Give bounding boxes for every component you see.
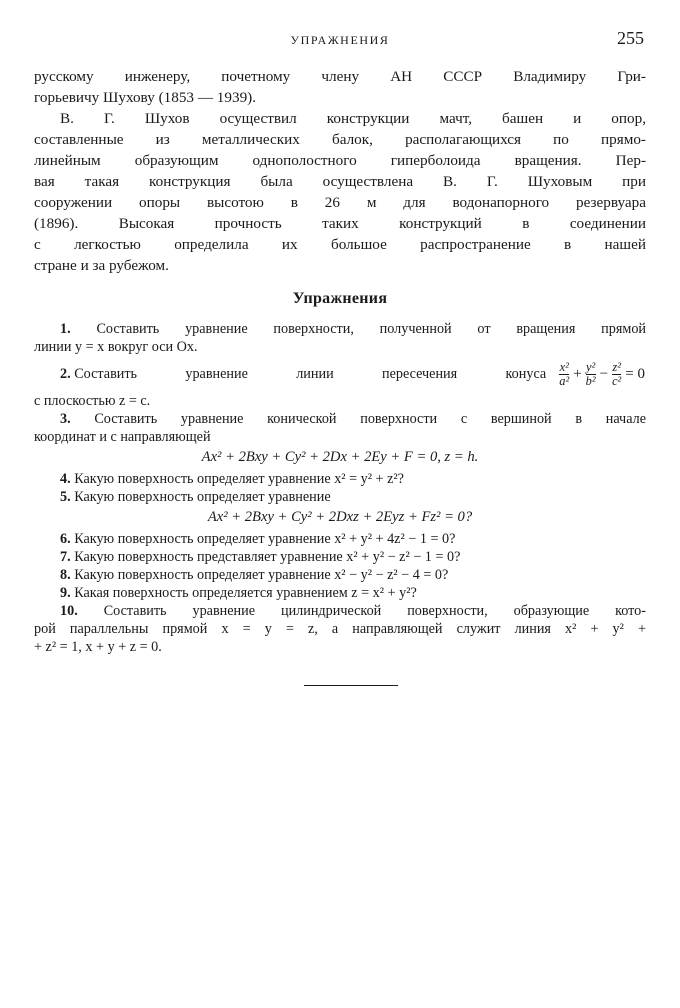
exercise-text: Какую поверхность определяет уравнение x² − y² − z² − 4 = 0? [74,567,449,583]
exercise-number: 2. [60,365,71,382]
exercise-number: 8. [60,567,71,583]
exercise-line: координат и с направляющей [34,429,211,445]
exercise-text: Составить уравнение конической поверхности с вершиной в начале [94,411,646,427]
exercise-5 [34,488,646,530]
exercise-text: Составить уравнение цилиндрической поверхности, образующие кото- [103,603,646,619]
text-line: (1896). Высокая прочность таких конструкций в соединении [34,215,646,232]
numerator: y² [586,359,596,374]
fraction [586,361,596,388]
word: Составить [74,365,138,382]
exercise-number: 1. [60,321,71,337]
display-equation: Ax² + 2Bxy + Cy² + 2Dxz + 2Eyz + Fz² = 0? [207,509,473,525]
running-title: УПРАЖНЕНИЯ [290,33,390,47]
exercise-1 [34,320,646,356]
exercise-text: Какую поверхность определяет уравнение [74,489,331,505]
equals-zero: = 0 [625,365,645,382]
exercise-number: 3. [60,411,71,427]
paragraph-continuation [34,66,646,108]
exercise-line: линии y = x вокруг оси Ox. [34,339,198,355]
exercise-line [34,356,646,392]
display-equation: Ax² + 2Bxy + Cy² + 2Dx + 2Ey + F = 0, z = h. [201,449,479,465]
exercise-4 [34,470,646,488]
denominator: b² [585,373,596,388]
text-line: стране и за рубежом. [34,257,169,274]
exercise-line [34,470,646,488]
exercise-line: рой параллельны прямой x = y = z, а направляющей служит линия x² + y² + [34,621,646,637]
exercise-2 [34,356,646,410]
text-line: горьевичу Шухову (1853 — 1939). [34,89,257,106]
section-heading: Упражнения [292,290,388,307]
numerator: z² [612,359,621,374]
exercise-number: 10. [60,603,78,619]
exercise-text: Какую поверхность определяет уравнение x² = y² + z²? [74,471,404,487]
numerator: x² [559,359,569,374]
text-line: сооружении опоры высотою в 26 м для водонапорного резервуара [34,194,646,211]
minus-sign: − [599,365,609,382]
denominator: a² [559,373,570,388]
fraction [559,361,569,388]
exercise-line [34,602,646,620]
page-header [36,28,644,52]
page-number: 255 [617,28,644,48]
exercise-text [60,366,556,383]
text-line: В. Г. Шухов осуществил конструкции мачт, башен и опор, [60,110,646,127]
exercise-text: Какую поверхность определяет уравнение x² + y² + 4z² − 1 = 0? [74,531,456,547]
exercise-3 [34,410,646,470]
exercise-8 [34,566,646,584]
word: уравнение [185,365,248,382]
exercise-10 [34,602,646,656]
exercise-line [34,566,646,584]
end-rule [304,685,398,686]
text-line: составленные из металлических балок, располагающихся по прямо- [34,131,646,148]
exercise-number: 6. [60,531,71,547]
word: пересечения [381,365,458,382]
exercise-list [34,320,646,656]
exercise-line: + z² = 1, x + y + z = 0. [34,639,162,655]
exercise-number: 5. [60,489,71,505]
plus-sign: + [573,365,582,382]
exercise-line [34,584,646,602]
page-body [34,66,646,656]
exercise-line: с плоскостью z = c. [34,393,151,409]
word: линии [296,365,334,382]
cone-equation [556,361,646,388]
exercise-number: 9. [60,585,71,601]
exercise-line [34,320,646,338]
exercise-line [34,530,646,548]
denominator: c² [612,373,622,388]
paragraph-shukhov [34,108,646,276]
exercise-6 [34,530,646,548]
exercise-9 [34,584,646,602]
exercise-number: 4. [60,471,71,487]
exercise-text: Какая поверхность определяется уравнением z = x² + y²? [74,585,417,601]
exercise-text: Какую поверхность представляет уравнение x² + y² − z² − 1 = 0? [74,549,461,565]
exercise-text: Составить уравнение поверхности, полученной от вращения прямой [96,321,647,337]
text-line: с легкостью определила их большое распространение в нашей [34,236,646,253]
exercise-7 [34,548,646,566]
exercise-number: 7. [60,549,71,565]
fraction [612,361,621,388]
exercise-line [34,488,646,506]
exercise-line [34,548,646,566]
text-line: вая такая конструкция была осуществлена В. Г. Шуховым при [34,173,646,190]
exercise-line [34,410,646,428]
text-line: линейным образующим однополостного гиперболоида вращения. Пер- [34,152,646,169]
text-line: русскому инженеру, почетному члену АН СССР Владимиру Гри- [34,68,646,85]
word: конуса [505,365,547,382]
